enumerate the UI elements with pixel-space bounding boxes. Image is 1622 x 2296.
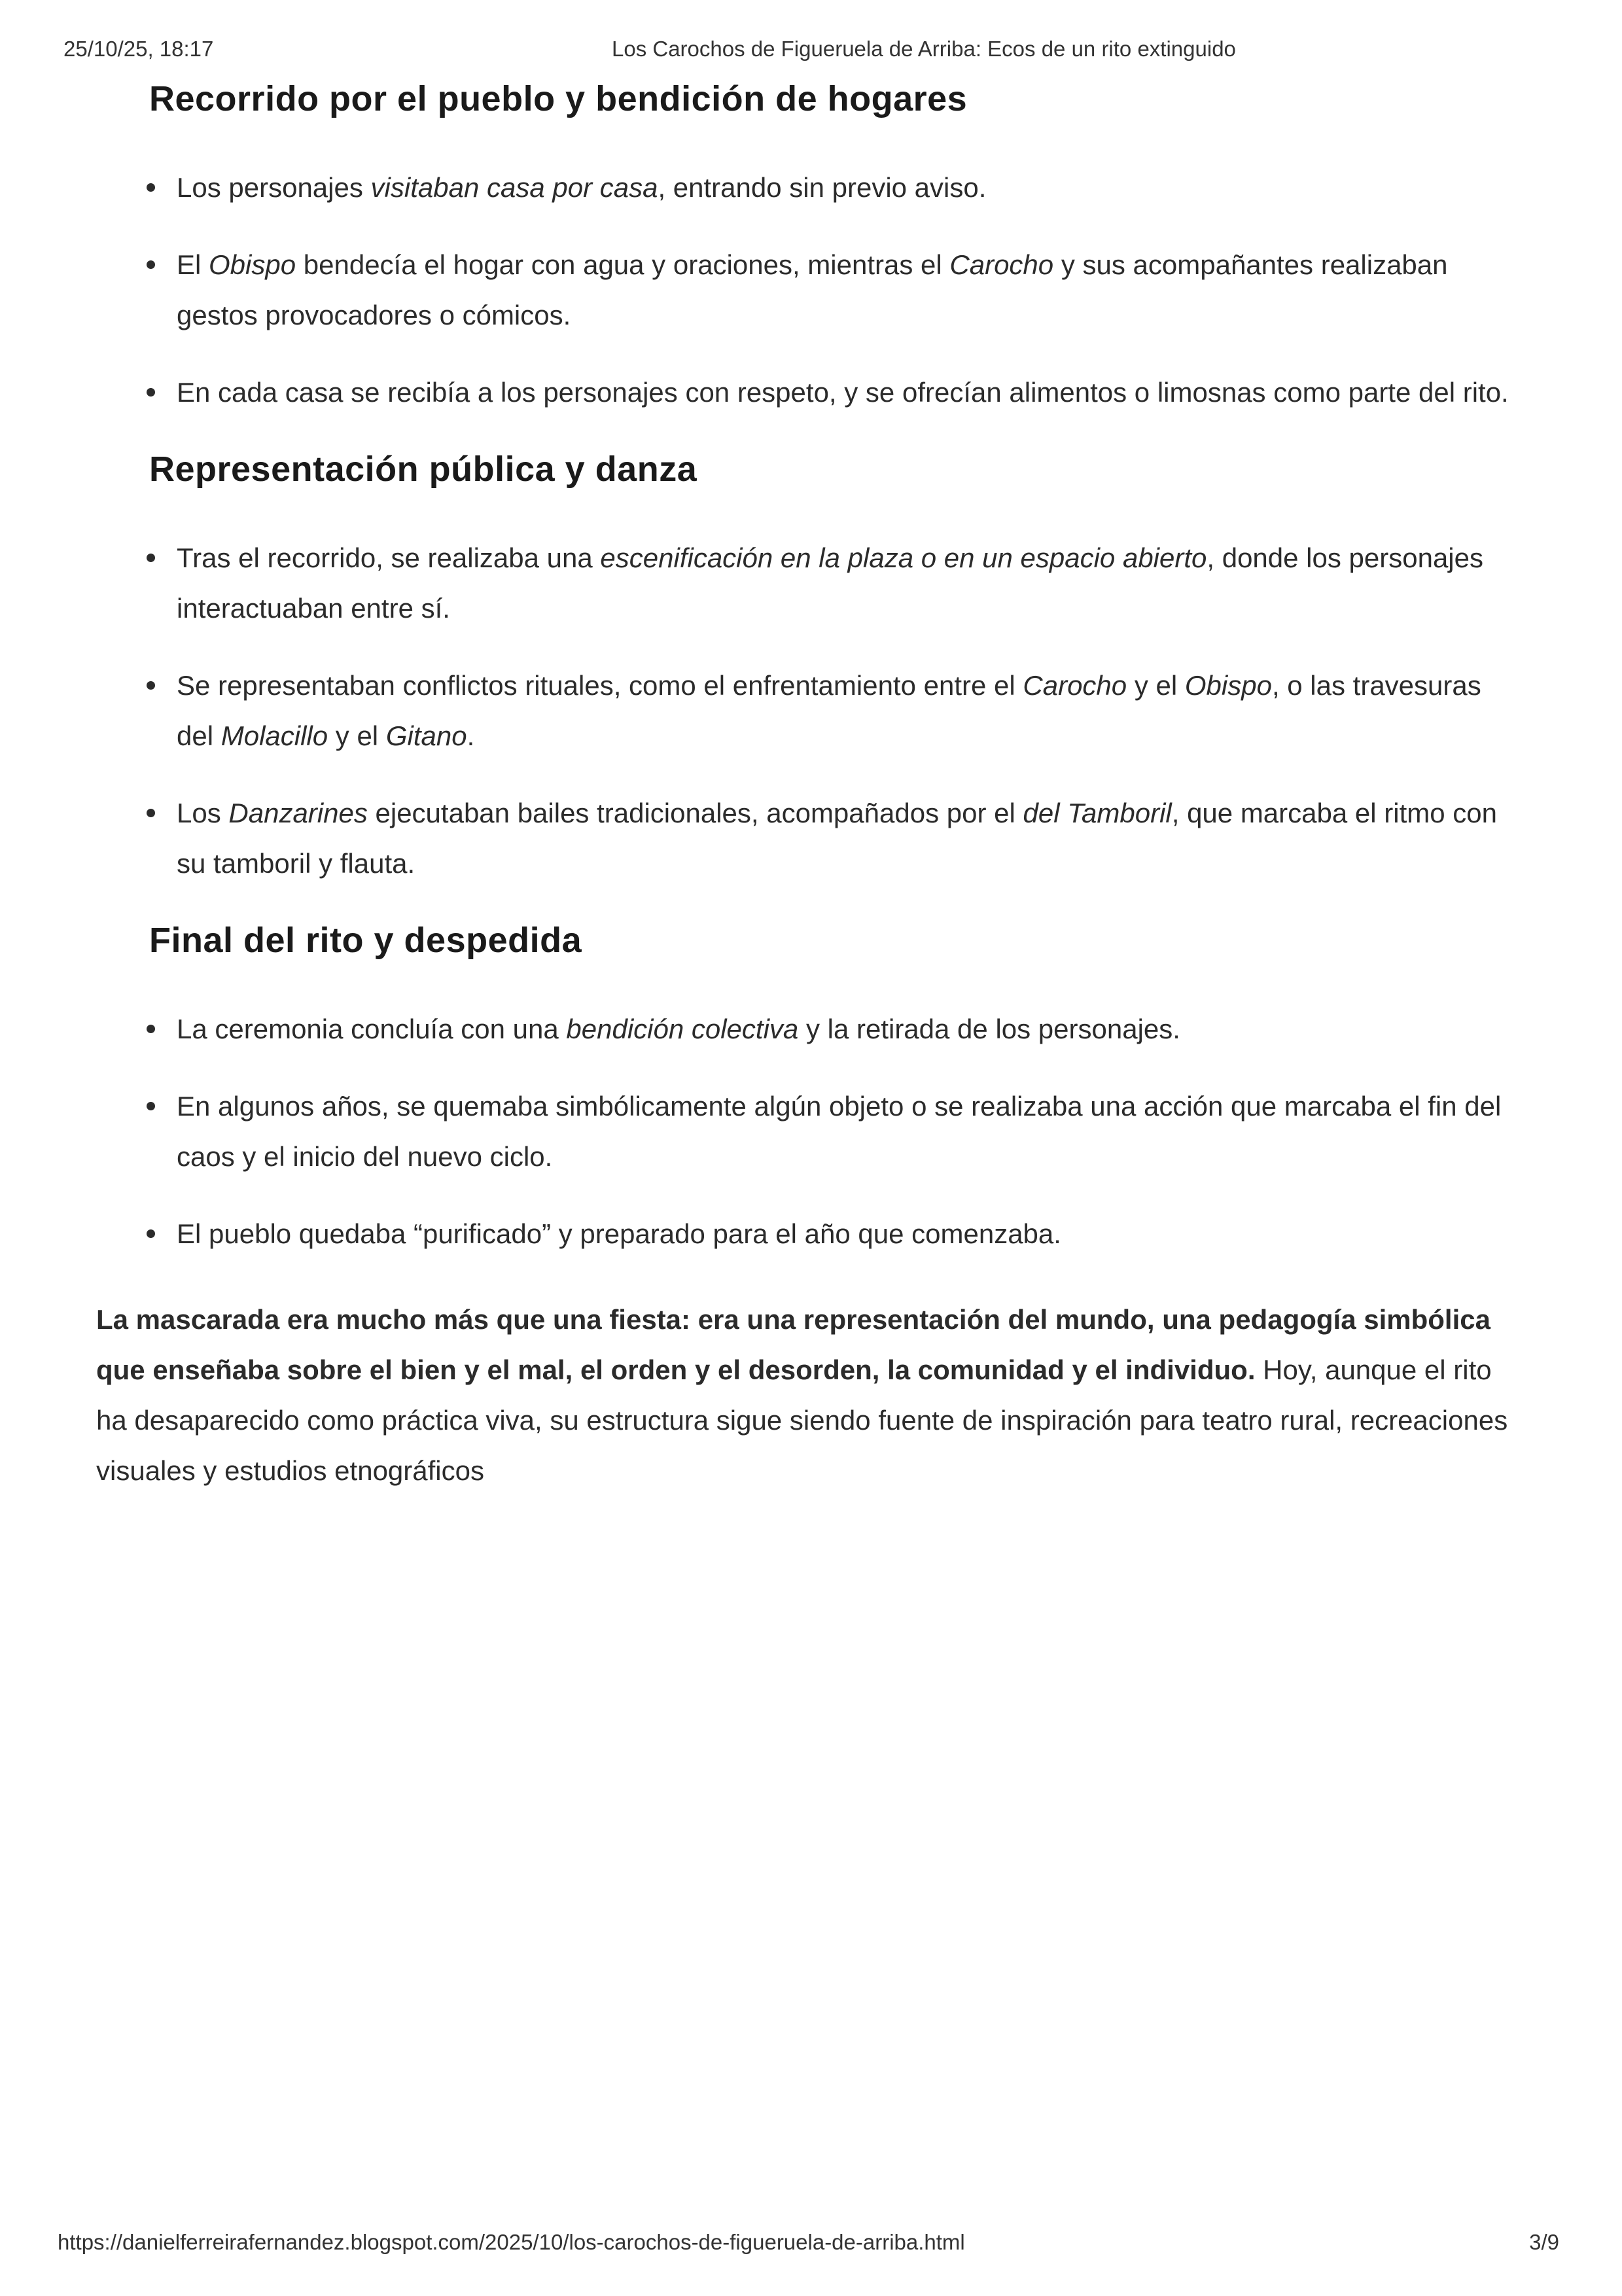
text-run: El pueblo quedaba “purificado” y preparado para el año que comenzaba. — [177, 1218, 1061, 1249]
list-item — [177, 162, 1525, 213]
text-run: ejecutaban bailes tradicionales, acompañados por el — [367, 798, 1023, 828]
text-run: y el — [328, 720, 386, 751]
text-run: Se representaban conflictos rituales, como el enfrentamiento entre el — [177, 670, 1023, 701]
list-item — [177, 1209, 1525, 1259]
bullet-list — [96, 162, 1525, 417]
print-source-url: https://danielferreirafernandez.blogspot.com/2025/10/los-carochos-de-figueruela-de-arriba.html — [58, 2230, 965, 2254]
italic-text-run: Obispo — [1184, 670, 1272, 701]
section-heading: Recorrido por el pueblo y bendición de hogares — [149, 79, 968, 118]
article-body — [96, 0, 1525, 1496]
text-run: La ceremonia concluía con una — [177, 1014, 567, 1044]
list-item — [177, 1081, 1525, 1182]
italic-text-run: Molacillo — [220, 720, 328, 751]
list-item — [177, 239, 1525, 340]
text-run: , donde los personajes interactuaban entre sí. — [177, 542, 1483, 624]
print-document-title: Los Carochos de Figueruela de Arriba: Ecos de un rito extinguido — [612, 37, 1236, 61]
section-heading: Representación pública y danza — [149, 450, 697, 489]
bullet-list — [96, 1004, 1525, 1259]
text-run: , entrando sin previo aviso. — [658, 172, 987, 203]
text-run: Hoy, aunque el rito ha desaparecido como práctica viva, su estructura sigue siendo fuente de inspiración para teatro rural, recreaciones visuales y estudios etnográficos — [96, 1354, 1508, 1486]
text-run: y el — [1127, 670, 1185, 701]
text-run: Los — [177, 798, 229, 828]
italic-text-run: del Tamboril — [1023, 798, 1172, 828]
text-run: y la retirada de los personajes. — [798, 1014, 1180, 1044]
text-run: En algunos años, se quemaba simbólicamente algún objeto o se realizaba una acción que marcaba el fin del caos y el inicio del nuevo ciclo. — [177, 1091, 1502, 1172]
italic-text-run: escenificación en la plaza o en un espacio abierto — [600, 542, 1207, 573]
list-item — [177, 788, 1525, 889]
italic-text-run: Carocho — [949, 249, 1054, 280]
section-heading: Final del rito y despedida — [149, 921, 582, 960]
text-run: , que marcaba el ritmo con su tamboril y flauta. — [177, 798, 1497, 879]
text-run: , o las travesuras del — [177, 670, 1481, 751]
closing-paragraph — [96, 1294, 1525, 1496]
text-run: El — [177, 249, 209, 280]
italic-text-run: Obispo — [209, 249, 296, 280]
print-page-indicator: 3/9 — [1529, 2230, 1559, 2254]
text-run: y sus acompañantes realizaban gestos provocadores o cómicos. — [177, 249, 1448, 330]
text-run: . — [467, 720, 475, 751]
text-run: En cada casa se recibía a los personajes con respeto, y se ofrecían alimentos o limosnas como parte del rito. — [177, 377, 1509, 408]
italic-text-run: Carocho — [1023, 670, 1127, 701]
text-run: Los personajes — [177, 172, 371, 203]
bullet-list — [96, 533, 1525, 889]
list-item — [177, 533, 1525, 633]
list-item — [177, 660, 1525, 761]
bold-text-run: La mascarada era mucho más que una fiesta: era una representación del mundo, una pedagogía simbólica que enseñaba sobre el bien y el mal, el orden y el desorden, la comunidad y el individuo. — [96, 1304, 1490, 1385]
text-run: Tras el recorrido, se realizaba una — [177, 542, 601, 573]
text-run: bendecía el hogar con agua y oraciones, mientras el — [296, 249, 950, 280]
print-datetime: 25/10/25, 18:17 — [63, 37, 214, 61]
italic-text-run: bendición colectiva — [566, 1014, 799, 1044]
italic-text-run: Danzarines — [228, 798, 368, 828]
italic-text-run: Gitano — [385, 720, 467, 751]
list-item — [177, 367, 1525, 417]
italic-text-run: visitaban casa por casa — [370, 172, 658, 203]
list-item — [177, 1004, 1525, 1054]
